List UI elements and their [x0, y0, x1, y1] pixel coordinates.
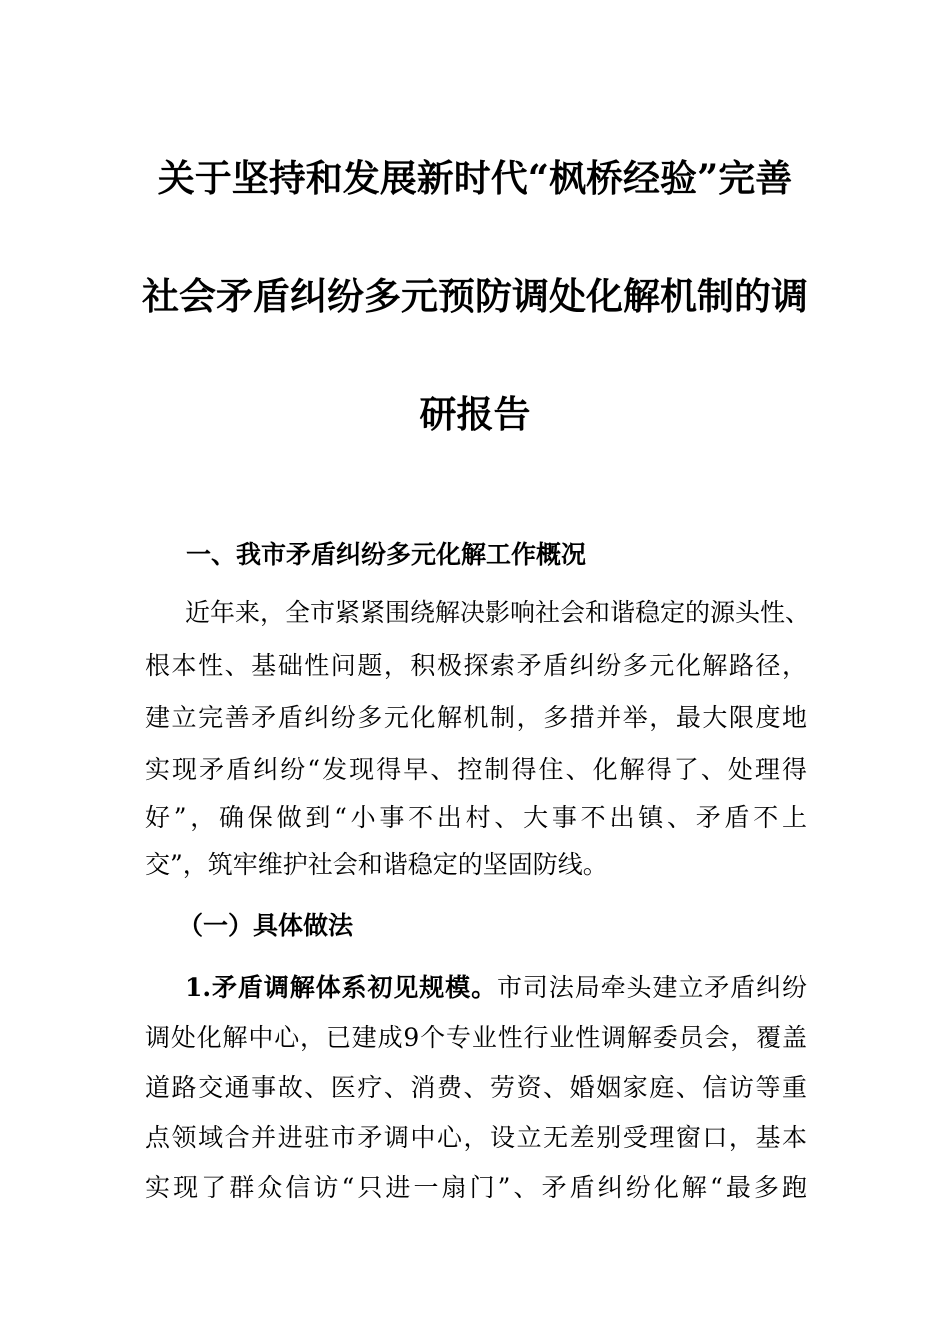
item-lead: 1.矛盾调解体系初见规模。 [185, 973, 497, 1002]
paragraph-line: 交”，筑牢维护社会和谐稳定的坚固防线。 [145, 850, 608, 879]
paragraph-line: 近年来，全市紧紧围绕解决影响社会和谐稳定的源头性、 [185, 598, 811, 627]
section-heading: 一、我市矛盾纠纷多元化解工作概况 [186, 540, 587, 569]
title-line-1: 关于坚持和发展新时代“枫桥经验”完善 [157, 156, 793, 200]
subsection-heading: （一）具体做法 [178, 911, 354, 940]
paragraph-line: 实现了群众信访“只进一扇门”、矛盾纠纷化解“最多跑 [145, 1173, 807, 1202]
paragraph-line: 点领域合并进驻市矛调中心，设立无差别受理窗口，基本 [145, 1123, 807, 1152]
paragraph-line: 道路交通事故、医疗、消费、劳资、婚姻家庭、信访等重 [145, 1073, 807, 1102]
paragraph-line: 调处化解中心，已建成9个专业性行业性调解委员会，覆盖 [145, 1023, 807, 1052]
title-line-2: 社会矛盾纠纷多元预防调处化解机制的调 [142, 274, 808, 318]
paragraph-line: 好”，确保做到“小事不出村、大事不出镇、矛盾不上 [145, 803, 807, 832]
paragraph-line: 根本性、基础性问题，积极探索矛盾纠纷多元化解路径， [145, 651, 807, 680]
paragraph-line: 建立完善矛盾纠纷多元化解机制，多措并举，最大限度地 [145, 703, 807, 732]
item-first-rest: 市司法局牵头建立矛盾纠纷 [497, 973, 807, 1002]
item-first-line [185, 973, 807, 1003]
paragraph-line: 实现矛盾纠纷“发现得早、控制得住、化解得了、处理得 [145, 755, 807, 784]
title-line-3: 研报告 [419, 392, 531, 436]
